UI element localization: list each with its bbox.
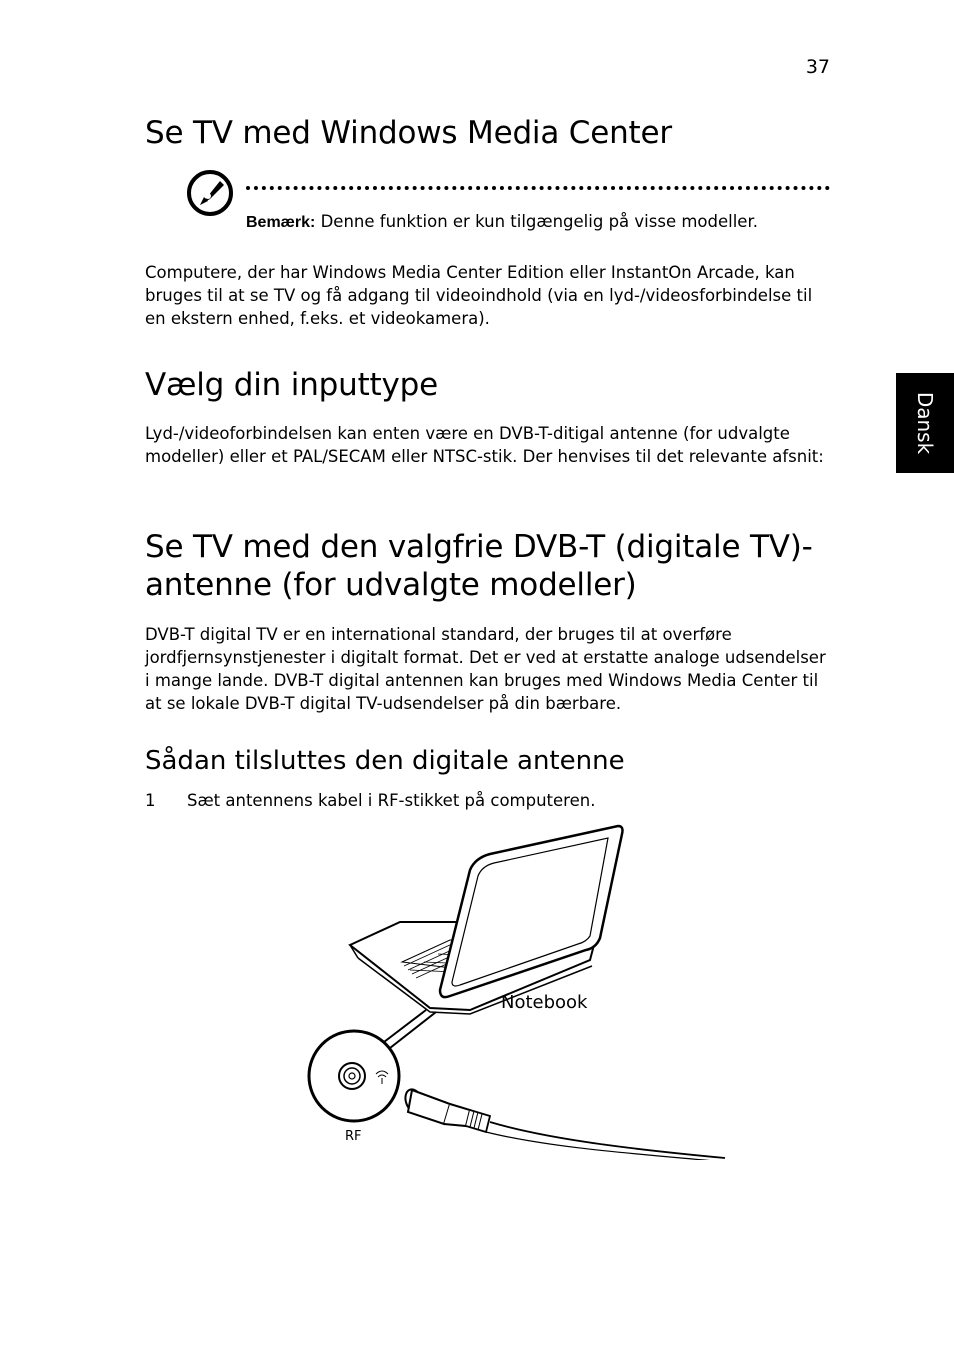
page-number: 37 (805, 56, 830, 78)
coax-plug-graphic (402, 1087, 490, 1132)
step-number: 1 (145, 791, 156, 810)
paragraph-input-type: Lyd-/videoforbindelsen kan enten være en DVB-T-ditigal antenne (for udvalgte modeller) eller et PAL/SECAM eller NTSC-stik. Der henvises til det relevante afsnit: (145, 424, 824, 466)
antenna-connection-illustration (300, 820, 740, 1160)
paragraph-media-center: Computere, der har Windows Media Center Edition eller InstantOn Arcade, kan bruges til at se TV og få adgang til videoindhold (via en lyd-/videosforbindelse til en ekstern enhed, f.eks. et videokamera). (145, 263, 813, 328)
illustration-label-rf: RF (345, 1129, 362, 1144)
section-title-dvb-t-line1: Se TV med den valgfrie DVB-T (digitale TV)- (145, 529, 813, 565)
paragraph-dvb-t: DVB-T digital TV er en international standard, der bruges til at overføre jordfjernsynstjenester i digitalt format. Det er ved at erstatte analoge udsendelser i mange lande. DVB-T digital antennen kan bruges med Windows Media Center til at se lokale DVB-T digital TV-udsendelser på din bærbare. (145, 625, 826, 713)
note-pen-icon (186, 169, 234, 217)
section-title-windows-media-center: Se TV med Windows Media Center (145, 115, 672, 151)
subsection-title-connect-antenna: Sådan tilsluttes den digitale antenne (145, 746, 625, 776)
language-side-tab-label: Dansk (913, 391, 937, 455)
step-text: Sæt antennens kabel i RF-stikket på computeren. (187, 791, 596, 810)
section-title-dvb-t-line2: antenne (for udvalgte modeller) (145, 567, 637, 603)
note-body: Denne funktion er kun tilgængelig på visse modeller. (315, 212, 758, 231)
note-text (246, 210, 758, 234)
note-dotted-divider (246, 186, 830, 190)
section-title-input-type: Vælg din inputtype (145, 367, 438, 403)
note-label: Bemærk: (246, 214, 316, 231)
language-side-tab (896, 373, 954, 473)
illustration-label-notebook: Notebook (501, 992, 588, 1013)
